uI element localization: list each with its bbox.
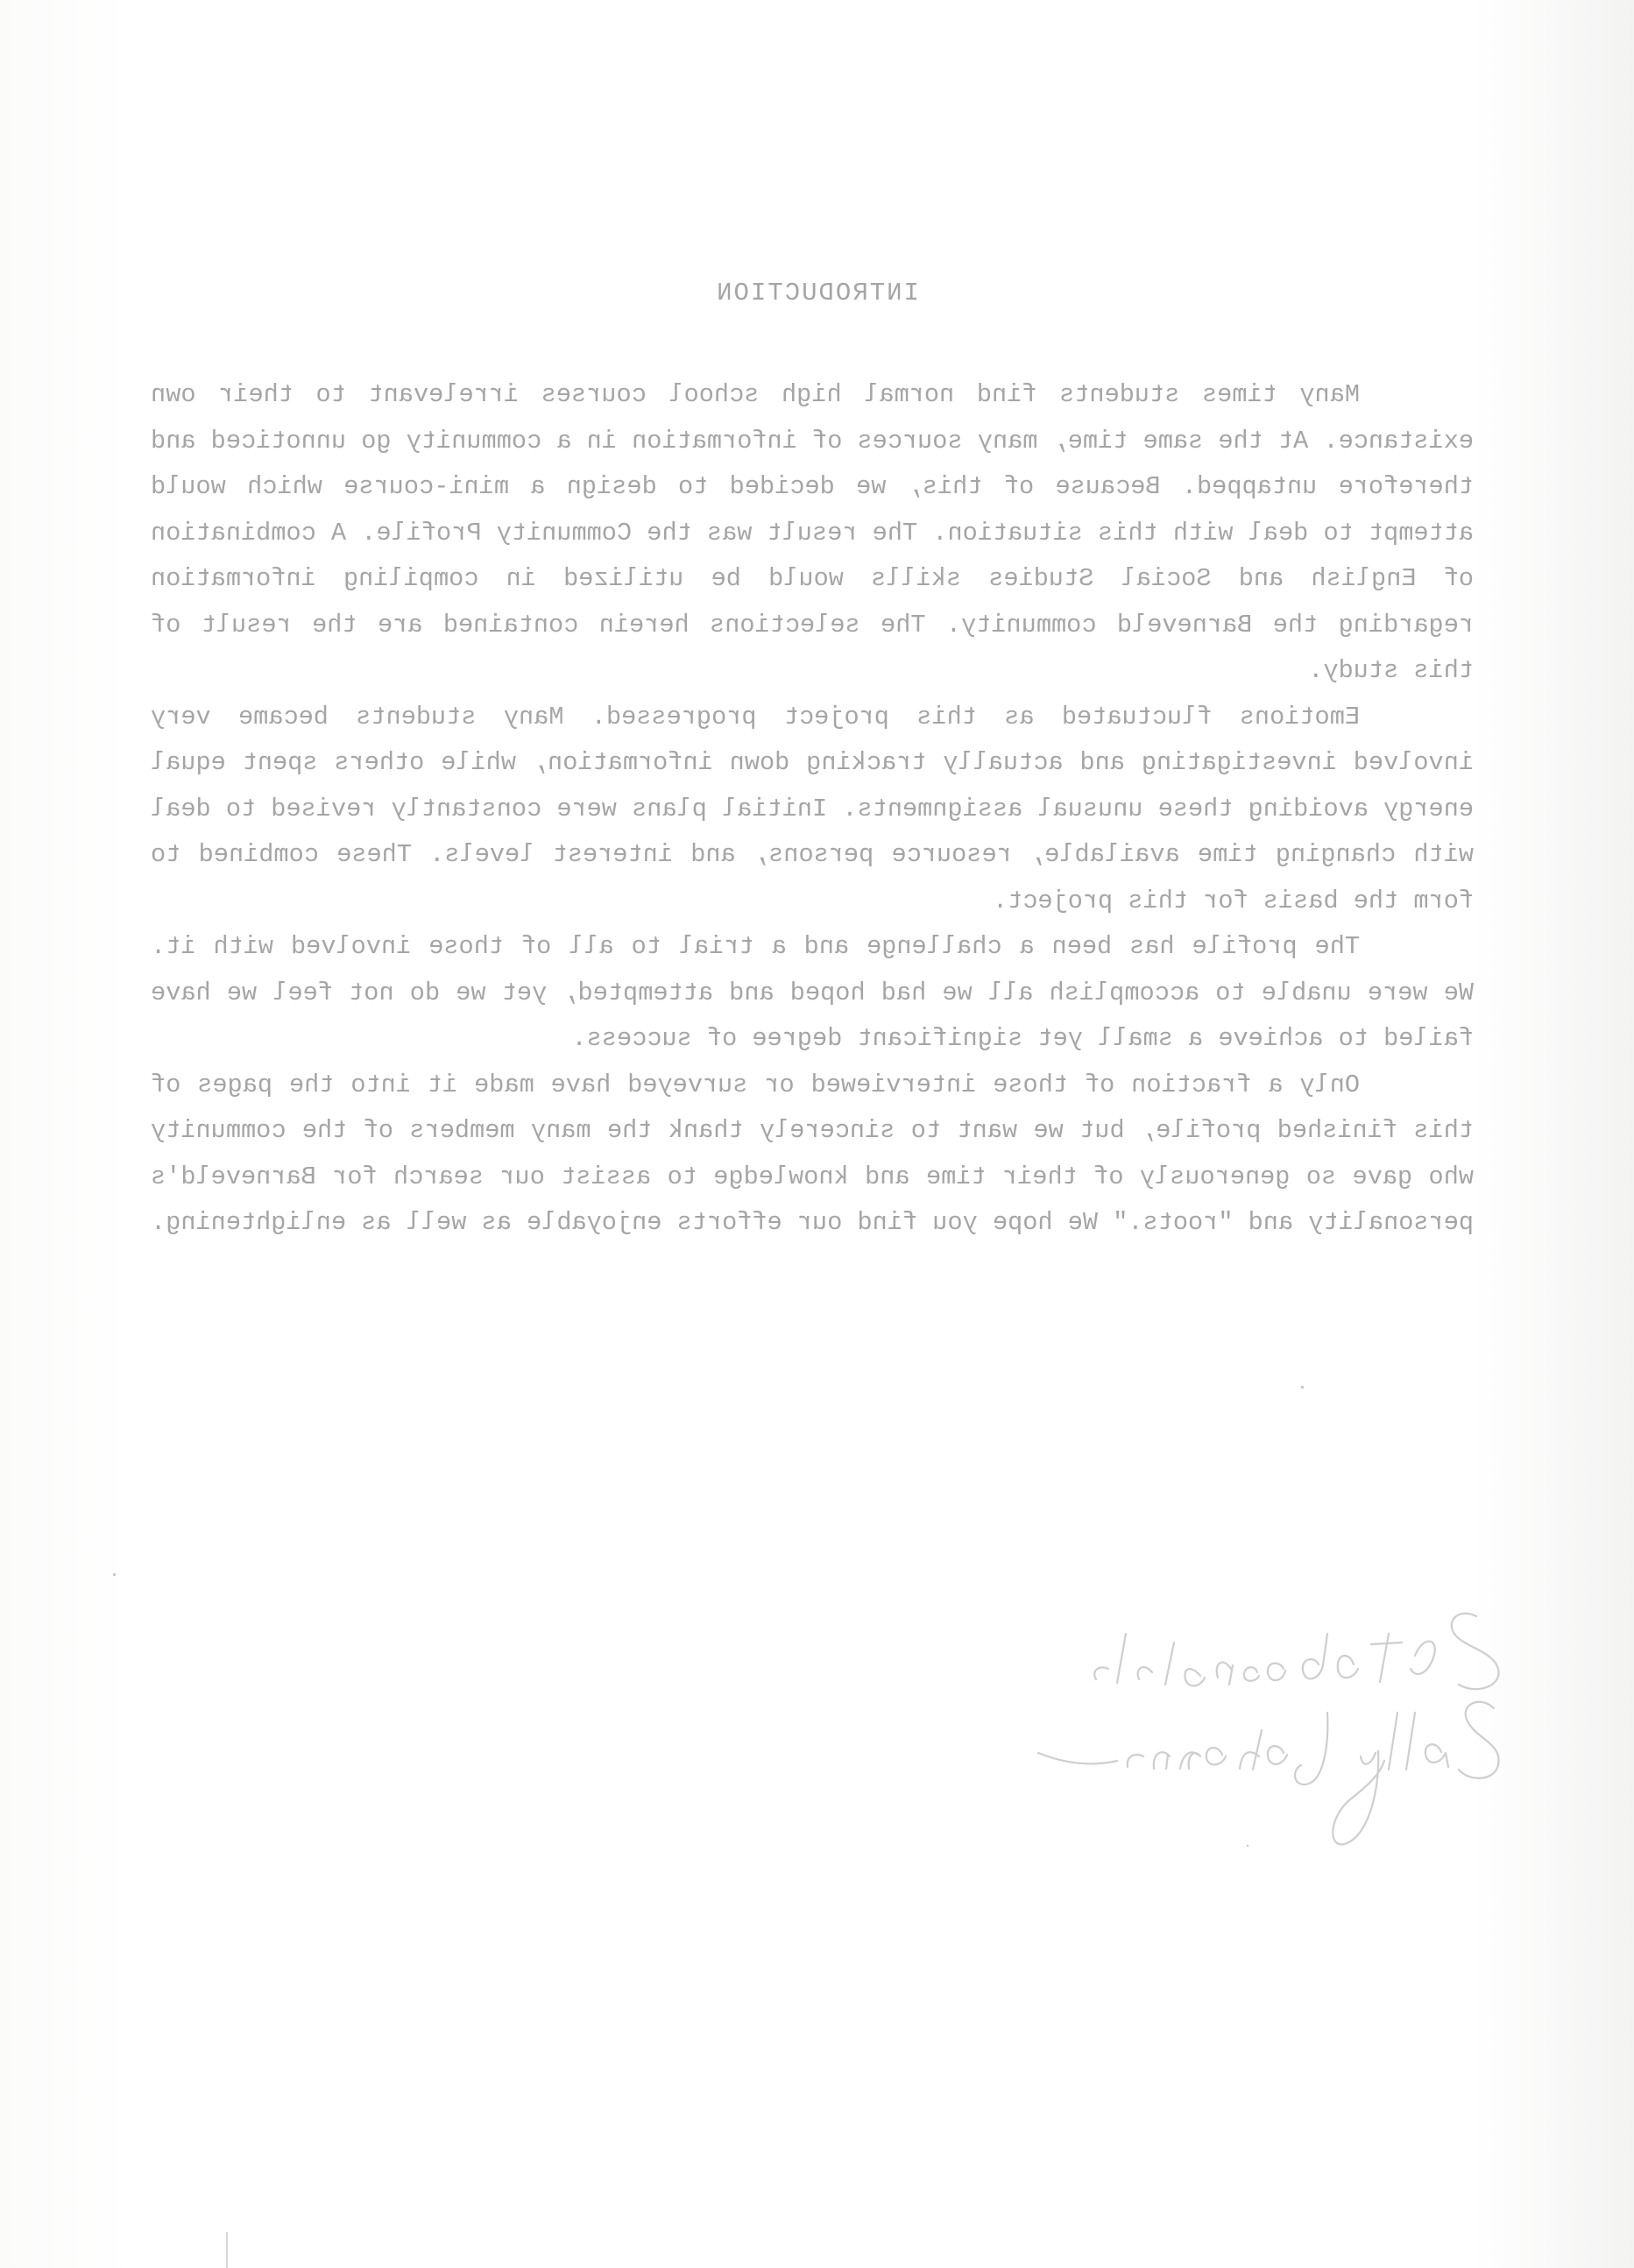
document-title: INTRODUCTION: [715, 279, 919, 307]
handwritten-signatures-icon: [1003, 1581, 1546, 1862]
paragraph-1: Many times students find normal high school courses irrelevant to their own existance. At the same time, many sources of information in a community go unnoticed and therefore untapped. Because of this, we decided to design a mini-course which would attempt to deal with this situation. The result was the Community Profile. A combination of English and Social Studies skills would be utilized in compiling information regarding the Barneveld community. The selections herein contained are the result of this study.: [151, 380, 1474, 685]
paper-speck: [113, 1573, 116, 1576]
paragraph-3: The profile has been a challenge and a trial to all of those involved with it. We were unable to accomplish all we had hoped and attempted, yet we do not feel we have failed to achieve a small yet significant degree of success.: [151, 932, 1474, 1053]
document-body: [151, 372, 1474, 1247]
paper-mark: [226, 2232, 228, 2268]
paper-speck: [1247, 1845, 1248, 1847]
paragraph-2: Emotions fluctuated as this project progressed. Many students became very involved investigating and actually tracking down information, while others spent equal energy avoiding these unusual assignments. Initial plans were constantly revised to deal with changing time available, resource persons, and interest levels. These combined to form the basis for this project.: [151, 702, 1474, 915]
paragraph-4: Only a fraction of those interviewed or surveyed have made it into the pages of this finished profile, but we want to sincerely thank the many members of the community who gave so generously of their time and knowledge to assist our search for Barneveld's personality and "roots." We hope you find our efforts enjoyable as well as enlightening.: [151, 1070, 1474, 1237]
signatures: [1003, 1581, 1546, 1862]
paper-speck: [1301, 1386, 1304, 1388]
